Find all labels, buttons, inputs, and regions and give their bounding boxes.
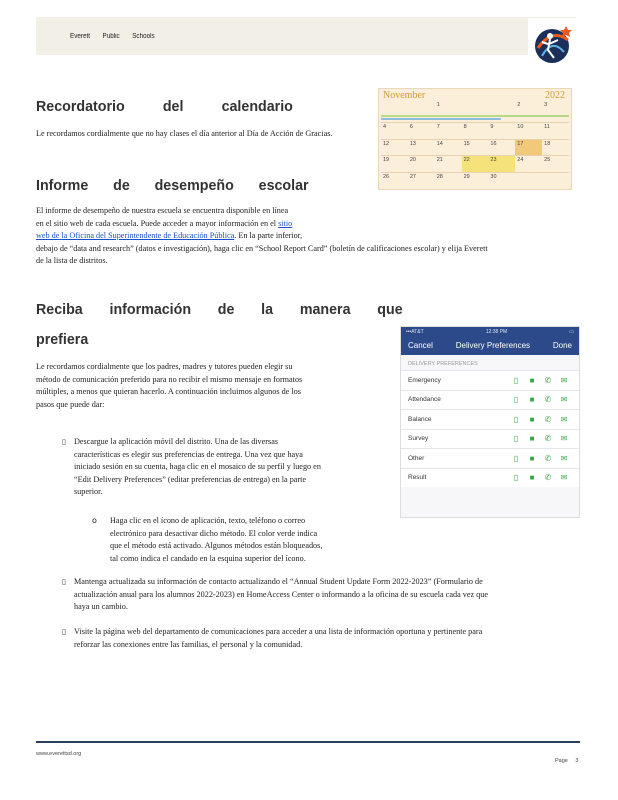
footer-page (555, 758, 578, 764)
bullet-marker: ▯ (62, 578, 66, 586)
intro-line: método de comunicación preferido para no recibir el mismo mensaje en formatos (36, 374, 303, 384)
calendar-day: 13 (408, 139, 435, 156)
footer-url: www.everettsd.org (36, 751, 82, 757)
calendar-day: 4 (381, 122, 408, 139)
battery-icon: ▭ (569, 328, 574, 335)
calendar-section-title: Recordatorio del calendario (36, 98, 293, 115)
page-number: 3 (575, 758, 579, 764)
intro-line: pasos que puede dar: (36, 399, 105, 409)
app-icon: ▯ (513, 453, 519, 463)
text-icon: ■ (529, 414, 535, 424)
calendar-day: 19 (381, 155, 408, 172)
calendar-day: 16 (488, 139, 515, 156)
app-screenshot (400, 326, 580, 518)
calendar-day: 10 (515, 122, 542, 139)
calendar-day: 24 (515, 155, 542, 172)
preference-row (401, 448, 579, 468)
preference-label: Attendance (408, 396, 441, 404)
email-icon: ✉ (560, 414, 568, 424)
text-icon: ■ (529, 395, 535, 405)
bullet-marker: ▯ (62, 438, 66, 446)
calendar-day: 30 (488, 172, 515, 189)
calendar-day: 15 (462, 139, 489, 156)
text-icon: ■ (529, 473, 535, 483)
phone-status-bar (401, 327, 579, 336)
calendar-day: 17 (515, 139, 542, 156)
sub-bullet-marker: o (92, 516, 97, 525)
preference-label: Emergency (408, 376, 441, 384)
app-icon: ▯ (513, 395, 519, 405)
info-section-intro (36, 361, 376, 411)
preference-row (401, 370, 579, 390)
preference-row (401, 468, 579, 488)
report-body-line: en el sitio web de cada escuela. Puede acceder a mayor información en el (36, 218, 279, 228)
email-icon: ✉ (560, 434, 568, 444)
calendar-day: 3 (544, 102, 548, 108)
district-logo-icon (528, 18, 576, 70)
ospi-link-continued[interactable]: web de la Oficina del Superintendente de Educación Pública (36, 231, 235, 240)
phone-subheader: DELIVERY PREFERENCES (408, 361, 478, 367)
bullet-item-app (74, 436, 374, 499)
intro-line: Le recordamos cordialmente que los padres, madres y tutores pueden elegir su (36, 362, 293, 371)
calendar-section-body: Le recordamos cordialmente que no hay clases el día anterior al Día de Acción de Gracias. (36, 129, 333, 138)
calendar-day: 21 (435, 155, 462, 172)
bullet-line: reforzar las conexiones entre las familias, el personal y la comunidad. (74, 639, 303, 649)
calendar-day: 26 (381, 172, 408, 189)
calendar-day: 27 (408, 172, 435, 189)
report-section-body (36, 205, 596, 268)
calendar-stripe (381, 118, 501, 120)
app-icon: ▯ (513, 473, 519, 483)
bullet-item-communications (74, 626, 574, 651)
sub-bullet-item (110, 515, 380, 565)
calendar-day: 6 (408, 122, 435, 139)
email-icon: ✉ (560, 453, 568, 463)
phone-icon: ✆ (544, 414, 552, 424)
bullet-line: “Edit Delivery Preferences” (editar preferencias de entrega) en la parte (74, 474, 307, 484)
footer-rule (36, 741, 580, 743)
ospi-link[interactable]: sitio (278, 218, 293, 228)
email-icon: ✉ (560, 395, 568, 405)
report-section-title: Informe de desempeño escolar (36, 177, 309, 194)
text-icon: ■ (529, 375, 535, 385)
calendar-day: 29 (462, 172, 489, 189)
email-icon: ✉ (560, 473, 568, 483)
intro-line: múltiples, a menos que quieran hacerlo. A continuación incluimos algunos de los (36, 387, 301, 396)
calendar-day: 28 (435, 172, 462, 189)
calendar-month: November (383, 90, 426, 101)
bullet-item-update-form (74, 576, 574, 614)
calendar-grid (381, 122, 569, 188)
bullet-line: superior. (74, 487, 103, 496)
calendar-day: 22 (462, 155, 489, 172)
calendar-day: 8 (462, 122, 489, 139)
text-icon: ■ (529, 434, 535, 444)
status-time: 12:38 PM (485, 328, 508, 335)
app-icon: ▯ (513, 375, 519, 385)
info-section-title-line1: Reciba información de la manera que (36, 301, 403, 318)
report-body-line: de la lista de distritos. (36, 256, 108, 265)
bullet-line: Descargue la aplicación móvil del distrito. Una de las diversas (74, 437, 279, 446)
preference-row (401, 390, 579, 410)
phone-icon: ✆ (544, 375, 552, 385)
bullet-line: actualización anual para los alumnos 2022-2023) en HomeAccess Center o informando a la oficina de su escuela cada vez que (74, 589, 488, 599)
calendar-stripe (381, 115, 569, 117)
calendar-day: 25 (542, 155, 569, 172)
calendar-day: 20 (408, 155, 435, 172)
app-icon: ▯ (513, 434, 519, 444)
calendar-image (378, 88, 572, 190)
info-section-title-line2: prefiera (36, 331, 89, 348)
cancel-button: Cancel (408, 341, 433, 350)
preference-row (401, 429, 579, 449)
bullet-line: iniciado sesión en su cuenta, haga clic en el mosaico de su perfil y luego en (74, 462, 321, 471)
preference-row (401, 409, 579, 429)
calendar-day: 2 (517, 102, 521, 108)
report-body-line: debajo de “data and research” (datos e investigación), haga clic en “School Report Card” (boletín de calificaciones escolar) y elija Everett (36, 243, 488, 253)
calendar-day: 23 (488, 155, 515, 172)
bullet-line: haya un cambio. (74, 602, 128, 611)
bullet-line: Mantenga actualizada su información de contacto actualizando el “Annual Student Update Form 2022-2023” (Formulario de (74, 577, 483, 586)
phone-nav-bar (401, 336, 579, 355)
calendar-day: 1 (436, 102, 440, 108)
text-icon: ■ (529, 453, 535, 463)
done-button: Done (552, 341, 572, 350)
status-carrier: •••AT&T (406, 328, 424, 335)
phone-icon: ✆ (544, 434, 552, 444)
phone-icon: ✆ (544, 473, 552, 483)
preference-label: Survey (408, 435, 429, 443)
preference-label: Other (408, 454, 425, 462)
calendar-year: 2022 (545, 90, 565, 101)
calendar-day: 14 (435, 139, 462, 156)
calendar-day: 12 (381, 139, 408, 156)
sub-bullet-line: Haga clic en el ícono de aplicación, texto, teléfono o correo (110, 516, 306, 525)
bullet-marker: ▯ (62, 628, 66, 636)
sub-bullet-line: que el método está activado. Algunos métodos están bloqueados, (110, 541, 323, 550)
sub-bullet-line: electrónico para desactivar dicho método. El color verde indica (110, 528, 318, 538)
bullet-line: características es elegir sus preferencias de entrega. Una vez que haya (74, 449, 303, 459)
app-icon: ▯ (513, 414, 519, 424)
phone-title: Delivery Preferences (455, 341, 531, 350)
email-icon: ✉ (560, 375, 568, 385)
page-label: Page (555, 758, 568, 764)
preference-label: Result (408, 474, 427, 482)
report-body-line: . En la parte inferior, (234, 231, 303, 240)
header-org-name: Everett Public Schools (70, 33, 155, 40)
calendar-day: 7 (435, 122, 462, 139)
calendar-day: 9 (488, 122, 515, 139)
report-body-line: El informe de desempeño de nuestra escuela se encuentra disponible en línea (36, 206, 289, 215)
calendar-day: 18 (542, 139, 569, 156)
bullet-line: Visite la página web del departamento de comunicaciones para acceder a una lista de información oportuna y pertinente para (74, 627, 483, 636)
phone-icon: ✆ (544, 395, 552, 405)
calendar-day: 11 (542, 122, 569, 139)
preference-label: Balance (408, 415, 432, 423)
sub-bullet-line: tal como indica el candado en la esquina superior del ícono. (110, 553, 306, 563)
phone-icon: ✆ (544, 453, 552, 463)
